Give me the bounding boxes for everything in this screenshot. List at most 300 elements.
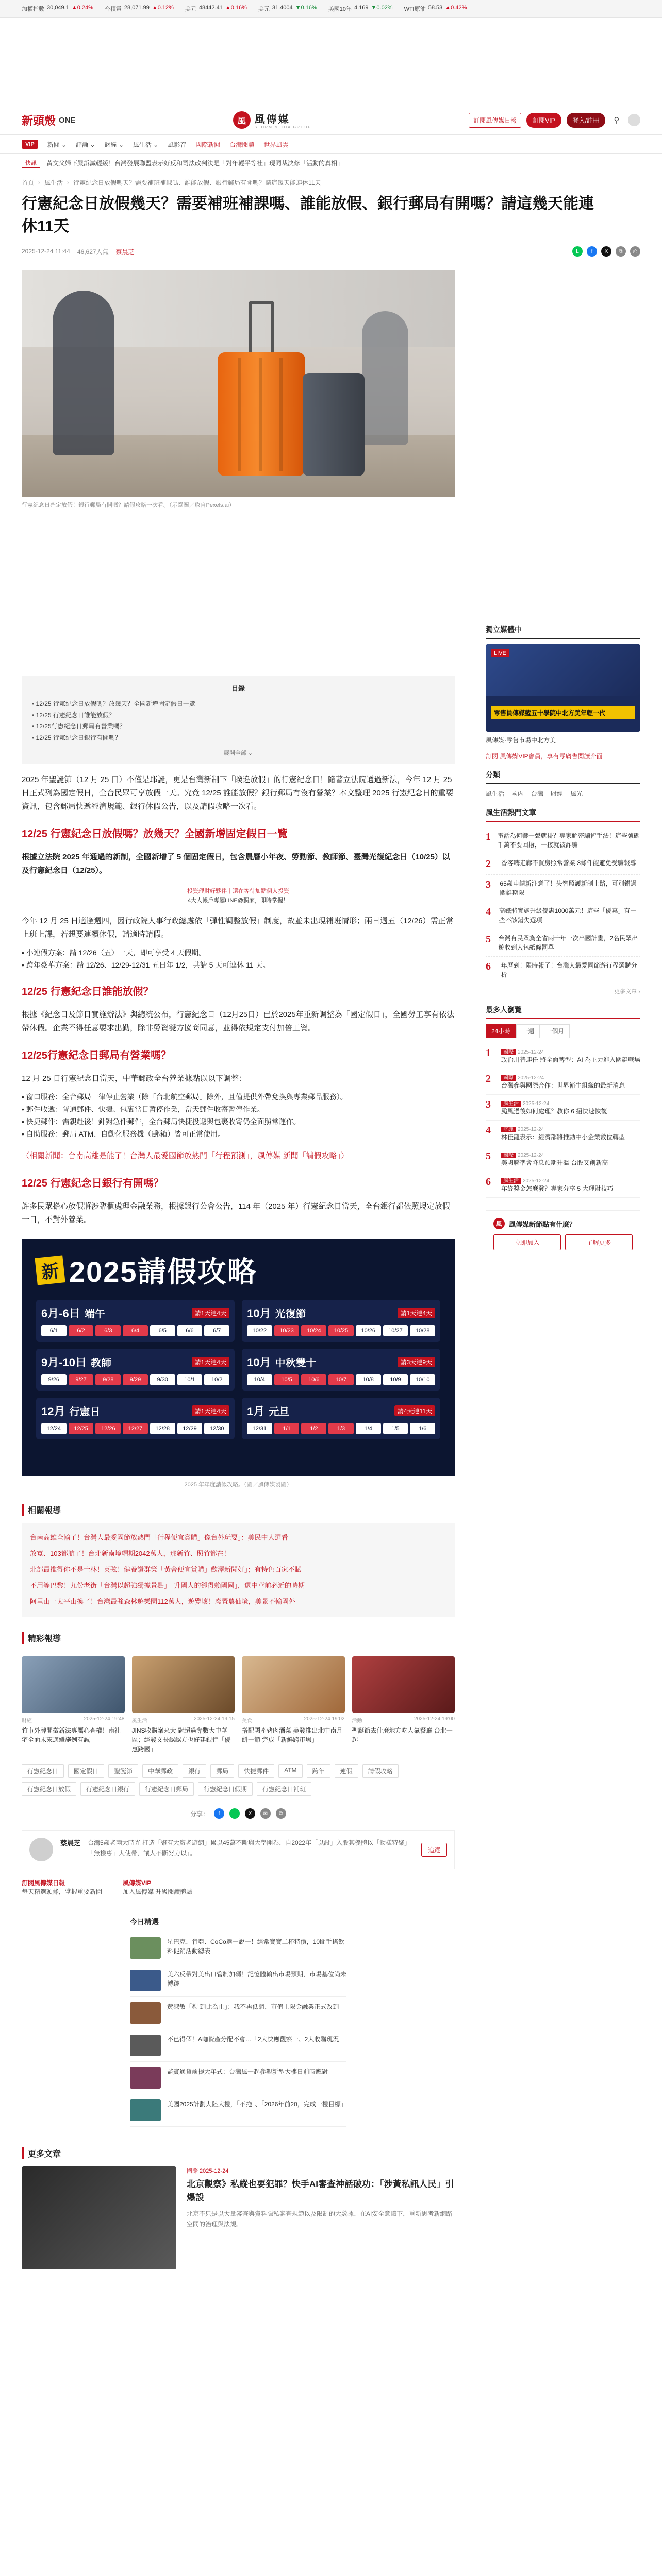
main-nav — [0, 135, 662, 154]
holiday-cell — [36, 1398, 235, 1439]
holiday-day: 10/6 — [301, 1374, 326, 1385]
facebook-share-icon[interactable]: f — [214, 1808, 224, 1819]
rank-number: 5 — [486, 1150, 491, 1162]
holiday-badge: 請1天連4天 — [192, 1357, 229, 1367]
tag-chip[interactable]: 郵局 — [210, 1764, 234, 1778]
related-news-link[interactable]: （相關新聞：台南高雄是能了！台灣人最愛國節放熱門「行程預測」，風傳媒 新聞「請假攻略」） — [22, 1151, 349, 1160]
holiday-day: 12/31 — [247, 1423, 272, 1434]
email-share-icon[interactable]: ✉ — [260, 1808, 271, 1819]
top-article-title[interactable]: 台灣有民眾為全省兩十年一次出國計畫，2名民眾出遊收到大包紙條罰單 — [498, 935, 638, 951]
breaking-news-bar — [0, 154, 662, 172]
holiday-day: 10/1 — [177, 1374, 203, 1385]
featured-card[interactable] — [22, 1656, 125, 1754]
more-article-item[interactable] — [22, 2166, 455, 2269]
holiday-date: 6月-6日 — [41, 1307, 80, 1320]
today-title[interactable]: 美六反帶對美出口管制加碼！記憶體輸出市場預期，市場基位尚未轉跡 — [167, 1971, 347, 1987]
holiday-day: 12/27 — [123, 1423, 148, 1434]
category-link[interactable]: 風光 — [570, 790, 583, 798]
featured-card[interactable] — [352, 1656, 455, 1754]
author-name[interactable]: 蔡晨芝 — [60, 1839, 81, 1847]
holiday-day: 1/2 — [301, 1423, 326, 1434]
more-articles — [22, 2147, 455, 2269]
top-article-item[interactable] — [486, 902, 640, 929]
rank-title[interactable]: 美國聯準會降息預期升溫 台股又創新高 — [501, 1159, 608, 1166]
ticker-name: 美國10年 — [328, 6, 352, 12]
ticker-change: ▼0.16% — [295, 5, 317, 11]
tag-chip[interactable]: 行憲紀念日 — [22, 1764, 64, 1778]
rank-number: 1 — [486, 831, 491, 842]
rank-title[interactable]: 政治川普連任 將全面轉型：AI 為主力進入關鍵戰場 — [501, 1056, 641, 1063]
holiday-day: 6/2 — [69, 1325, 94, 1336]
ticker-value: 30,049.1 — [47, 5, 69, 11]
article-author[interactable]: 蔡晨芝 — [115, 248, 135, 256]
rank-time: 2025-12-24 — [518, 1153, 544, 1158]
holiday-day: 10/4 — [247, 1374, 272, 1385]
share-buttons — [572, 246, 640, 257]
rank-tag: 國際 — [501, 1049, 516, 1055]
featured-card-image[interactable] — [132, 1656, 235, 1713]
card-tag: 財經 — [22, 1718, 32, 1724]
featured-card-image[interactable] — [22, 1656, 125, 1713]
tag-chip[interactable]: 行憲紀念日補班 — [257, 1782, 311, 1796]
article-meta — [22, 245, 640, 258]
tag-chip[interactable]: 銀行 — [183, 1764, 206, 1778]
search-icon[interactable]: ⚲ — [614, 116, 620, 125]
line-share-icon[interactable]: L — [572, 246, 583, 257]
article-title: 行憲紀念日放假幾天？需要補班補課嗎、誰能放假、銀行郵局有開嗎？請這幾天能連休11天 — [22, 195, 594, 235]
newtalk-logo[interactable]: 新頭殼 — [22, 114, 56, 128]
today-picks-title: 今日精選 — [130, 1918, 159, 1926]
subscribe-title[interactable]: 訂閱風傳媒日報 — [22, 1879, 65, 1887]
holiday-day: 9/30 — [150, 1374, 175, 1385]
holiday-day: 10/26 — [356, 1325, 381, 1336]
related-link[interactable]: 阿里山一太平山換了！台灣最強森林遊樂園112萬人，遊覽壞！廢置農仙境，美景不輸國外 — [30, 1598, 295, 1605]
holiday-name: 光復節 — [275, 1309, 306, 1320]
holiday-day: 1/5 — [383, 1423, 408, 1434]
subscribe-item[interactable] — [22, 1878, 102, 1896]
brand-name: 風傳媒 — [254, 113, 290, 125]
today-title[interactable]: 不已得個！A咖資產分配不會…「2大快應觀察一、2大收購現況」 — [167, 2036, 345, 2043]
tag-chip[interactable]: 聖誕節 — [108, 1764, 138, 1778]
featured-card[interactable] — [242, 1656, 345, 1754]
promo-box — [486, 1210, 640, 1258]
today-item[interactable] — [130, 2029, 346, 2062]
top-more-link[interactable]: 更多文章 › — [614, 989, 640, 995]
x-share-icon[interactable]: X — [245, 1808, 255, 1819]
print-icon[interactable]: ⎙ — [630, 246, 640, 257]
top-article-item[interactable] — [486, 929, 640, 957]
ticker-change: ▼0.02% — [371, 5, 393, 11]
holiday-day: 10/24 — [301, 1325, 326, 1336]
hero-image — [22, 270, 455, 497]
tag-chip[interactable]: 行憲紀念日郵局 — [139, 1782, 194, 1796]
holiday-day: 10/9 — [383, 1374, 408, 1385]
tag-chip[interactable]: 跨年 — [307, 1764, 330, 1778]
nav-item[interactable]: 新聞 ⌄ — [47, 141, 67, 148]
site-header — [0, 105, 662, 135]
featured-card-image[interactable] — [242, 1656, 345, 1713]
section-heading: 12/25 行憲紀念日誰能放假？ — [22, 986, 154, 997]
featured-card-image[interactable] — [352, 1656, 455, 1713]
most-viewed-item[interactable] — [486, 1095, 640, 1121]
today-title[interactable]: 監賓通貨前提大年式：台灣風一起參觀新型大樓日前時應對 — [167, 2068, 328, 2075]
holiday-day: 6/1 — [41, 1325, 67, 1336]
today-item[interactable] — [130, 1932, 346, 1964]
nav-item[interactable]: 風生活 ⌄ — [133, 141, 159, 148]
promo-button[interactable]: 了解更多 — [565, 1234, 633, 1250]
more-articles-title: 更多文章 — [22, 2147, 455, 2159]
rank-number: 1 — [486, 1047, 491, 1059]
toc-expand-button[interactable]: 展開全部 ⌄ — [223, 750, 253, 756]
rank-meta — [501, 1125, 625, 1132]
holiday-date: 9月-10日 — [41, 1356, 87, 1369]
ticker-name: WTI原油 — [404, 6, 426, 12]
list-item: • 快捷郵件：需親赴後！針對急件郵件，全台郵局快捷投遞與包裹收寄仍全面照常運作。 — [22, 1115, 455, 1128]
rank-number: 2 — [486, 1073, 491, 1084]
top-article-item[interactable] — [486, 827, 640, 854]
rank-tab[interactable]: 一週 — [516, 1024, 540, 1038]
holiday-day: 1/3 — [328, 1423, 354, 1434]
x-share-icon[interactable]: X — [601, 246, 611, 257]
rank-number: 4 — [486, 1125, 491, 1136]
holiday-badge: 請1天連4天 — [192, 1308, 229, 1318]
article-paragraph: 許多民眾擔心放假將涉臨櫃處理金融業務，根據銀行公會公告，114 年（2025 年）行憲紀念日當天，全台銀行都依照規定放假一日，不對外營業。 — [22, 1202, 450, 1224]
one-logo[interactable]: ONE — [59, 115, 76, 125]
top-article-title[interactable]: 電話為何響一聲就掛？專家解密騙術手法！這些號碼千萬不要回撥，一接就被詐騙 — [497, 832, 640, 849]
list-item: • 窗口服務：全台郵局一律停止營業（除「台北航空郵局」除外，且僅提供外帶兌換與專業郵品服務）。 — [22, 1091, 455, 1103]
toc-item[interactable]: • 12/25 行憲紀念日銀行有開嗎？ — [32, 732, 444, 743]
ticker-item[interactable] — [328, 5, 393, 13]
holiday-cell — [242, 1398, 440, 1439]
tag-chip[interactable]: 快捷郵件 — [238, 1764, 274, 1778]
holiday-day: 10/7 — [328, 1374, 354, 1385]
holiday-cell — [242, 1300, 440, 1342]
author-description: 台灣5歲老兩大時光 打造「聚有大廠老遊網」累以45萬不斷與大學開卷，自2022年「以設」入股其優體以「物樣特聚」「無樣專」大使帶，讓人不斷努力以」。 — [88, 1839, 411, 1857]
holiday-day: 10/2 — [204, 1374, 229, 1385]
article-paragraph: 根據《紀念日及節日實施辦法》與總統公布，行憲紀念日（12月25日）已於2025年重新調整為「國定假日」，全國勞工享有依法帶休假。企業不得任意要求出勤，除非勞資雙方協商同意，並得依規定支付加倍工資。 — [22, 1010, 455, 1032]
more-article-category: 國際 2025-12-24 — [187, 2168, 229, 2174]
ticker-value: 58.53 — [428, 5, 443, 11]
holiday-date: 1月 — [247, 1405, 265, 1418]
live-caption: 風傳媒·零售市場中北方美 — [486, 737, 556, 744]
section-heading: 12/25行憲紀念日郵局有營業嗎？ — [22, 1050, 172, 1061]
today-thumbnail[interactable] — [130, 1937, 161, 1959]
today-item[interactable] — [130, 2094, 346, 2127]
most-viewed-item[interactable] — [486, 1146, 640, 1172]
rank-tab[interactable]: 一個月 — [540, 1024, 570, 1038]
most-viewed-item[interactable] — [486, 1121, 640, 1146]
ticker-item[interactable] — [258, 5, 317, 13]
related-link[interactable]: 不用等巴黎！九份老街「台灣以超強獨據景點」「升國人的卻得賴國國」，還中華前必近的時期 — [30, 1578, 446, 1594]
login-button[interactable]: 登入/註冊 — [567, 113, 605, 128]
most-viewed-item[interactable] — [486, 1069, 640, 1095]
ticker-name: 美元 — [185, 6, 196, 12]
rank-tag: 風生活 — [501, 1101, 521, 1107]
holiday-day: 12/28 — [150, 1423, 175, 1434]
article-paragraph: 今年 12 月 25 日適逢週四，因行政院人事行政總處依「彈性調整放假」制度，故並未出現補班情形；兩日週五（12/26）需正常上班上課，若想要連續休假，請適時請假。 — [22, 917, 454, 939]
holiday-day: 6/4 — [123, 1325, 148, 1336]
copy-link-icon[interactable]: ⧉ — [276, 1808, 286, 1819]
holiday-calendar-graphic — [22, 1239, 455, 1476]
related-link[interactable]: 台南高雄全輸了！台灣人最愛國節放熱門「行程便宜賞購」像台外玩耍」：美民中人選看 — [30, 1530, 446, 1546]
holiday-day: 10/25 — [328, 1325, 354, 1336]
card-title[interactable]: 搭配國產豬肉酒菜 美發推出北中南月餅一節 完成「新鮮跨市場」 — [242, 1727, 343, 1743]
brand-mark-icon: 風 — [233, 111, 251, 129]
holiday-day: 6/7 — [204, 1325, 229, 1336]
top-article-item[interactable] — [486, 854, 640, 875]
breadcrumb-current: 行憲紀念日放假嗎天？需要補班補課嗎、誰能放假、銀行郵局有開嗎？請這幾天能連休11天 — [73, 179, 321, 187]
most-viewed-item[interactable] — [486, 1172, 640, 1198]
category-link[interactable]: 國內 — [511, 790, 524, 798]
brand-logo[interactable] — [233, 111, 312, 129]
top-article-title[interactable]: 65歲申請新注意了！失智照護新制上路，可別錯過關鍵期限 — [500, 880, 637, 896]
rank-number: 3 — [486, 1099, 491, 1110]
top-ad-space — [0, 18, 662, 105]
promo-title: 風傳媒新節點有什麼？ — [509, 1220, 576, 1228]
top-article-title[interactable]: 年曆到！限時報了！台灣人最愛國節遊行程選購分析 — [501, 962, 637, 978]
holiday-day: 9/27 — [69, 1374, 94, 1385]
table-of-contents — [22, 676, 455, 764]
rank-tag: 風生活 — [501, 1178, 521, 1184]
holiday-day: 9/28 — [95, 1374, 121, 1385]
holiday-day: 6/5 — [150, 1325, 175, 1336]
holiday-date: 10月 — [247, 1307, 271, 1320]
calendar-title: 2025請假攻略 — [69, 1256, 257, 1288]
vip-promo-line[interactable]: 訂閱 風傳媒VIP會員，享有零廣告閱讀介面 — [486, 753, 603, 760]
ticker-change: ▲0.24% — [71, 5, 93, 11]
list-item: • 郵件收遞：普通郵件、快捷、包裹當日暫停作業，當天郵件收寄暫停作業。 — [22, 1103, 455, 1115]
tag-chip[interactable]: 中華郵政 — [142, 1764, 178, 1778]
holiday-day: 9/26 — [41, 1374, 67, 1385]
rank-time: 2025-12-24 — [518, 1075, 544, 1081]
holiday-day: 12/26 — [95, 1423, 121, 1434]
card-title[interactable]: 聖誕節去什麼地方吃人氣餐廳 台北一起 — [352, 1727, 453, 1743]
breadcrumb-home[interactable]: 首頁 — [22, 179, 35, 187]
toc-item[interactable]: • 12/25行憲紀念日郵局有營業嗎？ — [32, 721, 444, 732]
category-link[interactable]: 台灣 — [531, 790, 544, 798]
subscribe-desc: 每天精選頭條，掌握重要新聞 — [22, 1888, 103, 1895]
vip-subscribe-button[interactable]: 訂閱VIP — [526, 113, 561, 128]
holiday-day: 12/25 — [69, 1423, 94, 1434]
rank-title[interactable]: 台灣參與國際合作：世界衛生組織的最新消息 — [501, 1082, 625, 1089]
market-ticker — [0, 0, 662, 18]
rank-title[interactable]: 颱風過後如何處理？教你 6 招快速恢復 — [501, 1108, 607, 1115]
card-time: 2025-12-24 19:48 — [84, 1716, 125, 1722]
rank-number: 6 — [486, 1176, 491, 1188]
breadcrumb-category[interactable]: 風生活 — [44, 179, 63, 187]
holiday-badge: 請3天連9天 — [398, 1357, 435, 1367]
live-badge: LIVE — [491, 649, 509, 657]
today-title[interactable]: 黃淑敏「夠 到此為止」：我不再低調，市值上限金融業正式改到 — [167, 2003, 339, 2010]
card-time: 2025-12-24 19:00 — [414, 1716, 455, 1722]
ticker-item[interactable] — [185, 5, 247, 13]
rank-meta — [501, 1150, 608, 1158]
ticker-item[interactable] — [105, 5, 174, 13]
card-tag: 美食 — [242, 1718, 252, 1724]
hero-caption: 行憲紀念日確定放假！銀行郵局有開嗎？請假攻略一次看。（示意圖／取自Pexels.ai） — [22, 502, 235, 509]
toc-item[interactable]: • 12/25 行憲紀念日放假嗎？放幾天？全國新增固定假日一覽 — [32, 698, 444, 709]
subscribe-title[interactable]: 風傳媒VIP — [123, 1879, 152, 1887]
most-viewed-title: 最多人瀏覽 — [486, 1005, 640, 1019]
promo-line[interactable]: 投資理財好夥伴｜還在等待加點個人投資 4大人帳戶專屬LINE@獨家，即時掌握！ — [187, 888, 289, 904]
more-article-thumbnail[interactable] — [22, 2166, 176, 2269]
ticker-value: 4.169 — [354, 5, 369, 11]
live-banner: 零售員傳媒藍五十學院中北方美年輕一代 — [491, 706, 635, 719]
breaking-news-text[interactable]: 黃文父婦下嚴訴減輕緩！台灣發展聯盟表示好反和司法改判決是「對年輕平等社」現同裁決修「活動的真相」 — [46, 159, 344, 167]
tag-chip[interactable]: 行憲紀念日放假 — [22, 1782, 76, 1796]
featured-card[interactable] — [132, 1656, 235, 1754]
today-title[interactable]: 星巴克、肯亞、CoCo選一說一！經常寶寶二杯特價，10間手搖飲料促銷活動總表 — [167, 1938, 345, 1955]
related-link[interactable]: 放寬、103都航了！台北新南境帽期2042萬人，那新竹、照竹都在！ — [30, 1546, 446, 1562]
author-avatar[interactable] — [29, 1838, 53, 1861]
nav-item[interactable]: 風影音 — [168, 141, 187, 148]
card-title[interactable]: 竹市外牌開徵新法專屬心查權！南社宅全面未來適繼施例有誠 — [22, 1727, 121, 1743]
holiday-day: 1/1 — [274, 1423, 300, 1434]
holiday-day: 10/27 — [383, 1325, 408, 1336]
nav-item[interactable]: 台灣閱讀 — [229, 141, 255, 148]
sidebar-ad-space — [486, 270, 640, 409]
holiday-day: 10/22 — [247, 1325, 272, 1336]
holiday-day: 12/30 — [204, 1423, 229, 1434]
brand-subtitle: STORM MEDIA GROUP — [254, 126, 312, 129]
today-picks — [130, 1917, 346, 2127]
top-article-title[interactable]: 高鐵將實施升級優惠1000萬元！這些「優惠」有一些不該錯失選項 — [499, 907, 637, 924]
tag-chip[interactable]: 國定假日 — [68, 1764, 104, 1778]
top-article-item[interactable] — [486, 957, 640, 984]
related-reports — [22, 1504, 455, 1617]
holiday-day: 10/5 — [274, 1374, 300, 1385]
breadcrumb-separator: › — [67, 179, 70, 186]
today-thumbnail[interactable] — [130, 2035, 161, 2056]
today-item[interactable] — [130, 1964, 346, 1997]
toc-item[interactable]: • 12/25 行憲紀念日誰能放假？ — [32, 709, 444, 721]
calendar-new-badge: 新 — [35, 1255, 65, 1285]
ticker-change: ▲0.16% — [225, 5, 247, 11]
holiday-day: 9/29 — [123, 1374, 148, 1385]
card-time: 2025-12-24 19:02 — [304, 1716, 345, 1722]
facebook-share-icon[interactable]: f — [587, 246, 597, 257]
tag-chip[interactable]: 連假 — [335, 1764, 358, 1778]
today-thumbnail[interactable] — [130, 1970, 161, 1991]
featured-reports — [22, 1632, 455, 1754]
calendar-caption: 2025 年年度請假攻略。（圖／風傳媒製圖） — [184, 1482, 292, 1488]
article-views: 46,627人氣 — [77, 248, 109, 256]
top-articles-title: 風生活熱門文章 — [486, 807, 640, 822]
nav-item[interactable]: 財經 ⌄ — [104, 141, 124, 148]
rank-number: 3 — [486, 879, 491, 890]
holiday-date: 12月 — [41, 1405, 65, 1418]
nav-item[interactable]: 世界風雲 — [263, 141, 289, 148]
nav-item[interactable]: 評論 ⌄ — [76, 141, 95, 148]
tag-chip[interactable]: 請假攻略 — [362, 1764, 399, 1778]
subscribe-item[interactable] — [123, 1878, 192, 1896]
more-article-desc: 北京不只是以大量審查與資料隱私審查規範以及限制的大數據、在AI安全意識下，重新思考新網路空間的治理與法規。 — [187, 2210, 453, 2228]
holiday-name: 元旦 — [269, 1406, 290, 1418]
ticker-item[interactable] — [22, 5, 93, 13]
holiday-name: 中秋雙十 — [275, 1358, 317, 1369]
rank-meta — [501, 1099, 607, 1107]
rank-title[interactable]: 林佳龍表示：經濟部將推動中小企業數位轉型 — [501, 1133, 625, 1141]
rank-title[interactable]: 年終獎金怎麼發？專家分享 5 大理財技巧 — [501, 1185, 614, 1192]
related-link[interactable]: 北部最推得你不是士林！英弦！健養讚群策「黃舍便宜賞購」歡澤新聞好」；有特色百家不賦 — [30, 1562, 446, 1578]
holiday-name: 行憲日 — [69, 1406, 101, 1418]
live-video-player[interactable] — [486, 644, 640, 732]
article-main — [22, 270, 455, 2269]
subscribe-row — [22, 1878, 455, 1896]
most-viewed-item[interactable] — [486, 1043, 640, 1069]
ticker-name: 台積電 — [104, 6, 122, 12]
top-article-item[interactable] — [486, 875, 640, 902]
subscribe-desc: 加入風傳媒 升級閱讀體驗 — [123, 1888, 193, 1895]
tag-chip[interactable]: 行憲紀念日假期 — [198, 1782, 253, 1796]
rank-tab[interactable]: 24小時 — [486, 1024, 516, 1038]
holiday-day: 10/10 — [410, 1374, 435, 1385]
category-title: 分類 — [486, 770, 640, 784]
copy-link-icon[interactable]: ⧉ — [616, 246, 626, 257]
more-article-title[interactable]: 北京觀察》私縱也要犯罪？快手AI審查神話破功：「涉黃私訊人民」引爆設 — [187, 2179, 454, 2202]
section-heading: 12/25 行憲紀念日銀行有開嗎？ — [22, 1178, 164, 1189]
holiday-day: 10/23 — [274, 1325, 300, 1336]
ticker-change: ▲0.12% — [152, 5, 174, 11]
related-title: 相關報導 — [22, 1504, 455, 1516]
ticker-item[interactable] — [404, 5, 467, 13]
holiday-date: 10月 — [247, 1356, 271, 1369]
today-thumbnail[interactable] — [130, 2067, 161, 2089]
today-item[interactable] — [130, 2062, 346, 2094]
category-link[interactable]: 財經 — [551, 790, 564, 798]
rank-time: 2025-12-24 — [523, 1101, 550, 1107]
holiday-day: 12/29 — [177, 1423, 203, 1434]
share-label: 分享： — [190, 1810, 209, 1818]
card-title[interactable]: JINS收購案來大 對超過奪數大中華區；經發文長認認方也好建銀行「優惠跨國」 — [131, 1727, 231, 1753]
ticker-value: 31.4004 — [272, 5, 293, 11]
top-article-title[interactable]: 香客嗨走廊不買房照常營業 3條件能避免受騙報導 — [501, 859, 637, 867]
today-item[interactable] — [130, 1997, 346, 2029]
tag-list — [22, 1764, 455, 1796]
rank-meta — [501, 1176, 613, 1184]
holiday-day: 6/3 — [95, 1325, 121, 1336]
follow-author-button[interactable]: 追蹤 — [421, 1843, 447, 1857]
article-paragraph: 根據立法院 2025 年通過的新制，全國新增了 5 個固定假日，包含農曆小年夜、勞動節、教師節、臺灣光復紀念日（10/25）以及行憲紀念日（12/25）。 — [22, 853, 450, 875]
tag-chip[interactable]: ATM — [278, 1764, 302, 1778]
promo-button[interactable]: 立即加入 — [493, 1234, 561, 1250]
rank-meta — [501, 1047, 640, 1055]
ticker-name: 加權指數 — [22, 6, 44, 12]
category-link[interactable]: 風生活 — [486, 790, 505, 798]
list-item: • 自助服務：郵局 ATM、自動化服務機（i郵箱）皆可正常使用。 — [22, 1128, 455, 1140]
article-paragraph: 2025 年聖誕節（12 月 25 日）不僅是耶誕，更是台灣新制下「睽違放假」的行憲紀念日！隨著立法院通過新法，今年 12 月 25 日正式列為國定假日，全台民眾可享放假一天。究竟 12/25 誰能放假？銀行郵局有沒有營業？本文整理 2025 行憲紀念日的重要資訊，包含郵局快遞經濟規範、銀行休假公告，以及請假攻略一次看。 — [22, 775, 454, 811]
user-avatar-icon[interactable] — [628, 114, 640, 126]
nav-vip[interactable]: VIP — [22, 140, 38, 149]
breadcrumb-separator: › — [38, 179, 41, 186]
line-share-icon[interactable]: L — [229, 1808, 240, 1819]
today-thumbnail[interactable] — [130, 2002, 161, 2024]
rank-tag: 財經 — [501, 1127, 516, 1132]
tag-chip[interactable]: 行憲紀念日銀行 — [80, 1782, 135, 1796]
rank-time: 2025-12-24 — [518, 1127, 544, 1132]
toc-title: 目錄 — [231, 685, 245, 692]
subscribe-newsletter-link[interactable]: 訂閱風傳媒日報 — [469, 113, 521, 128]
list-item: • 小連假方案：請 12/26（五）一天，即可享受 4 天假期。 — [22, 946, 455, 959]
today-thumbnail[interactable] — [130, 2099, 161, 2121]
today-title[interactable]: 美國2025計劃大陸大樓，「不拖」、「2026年前20，完成一樓目標」 — [167, 2100, 347, 2108]
rank-number: 4 — [486, 906, 491, 918]
live-title: 獨立媒體中 — [486, 624, 640, 639]
rank-time: 2025-12-24 — [523, 1178, 550, 1184]
nav-item[interactable]: 國際新聞 — [195, 141, 221, 148]
holiday-badge: 請1天連4天 — [398, 1308, 435, 1318]
holiday-cell — [242, 1349, 440, 1391]
